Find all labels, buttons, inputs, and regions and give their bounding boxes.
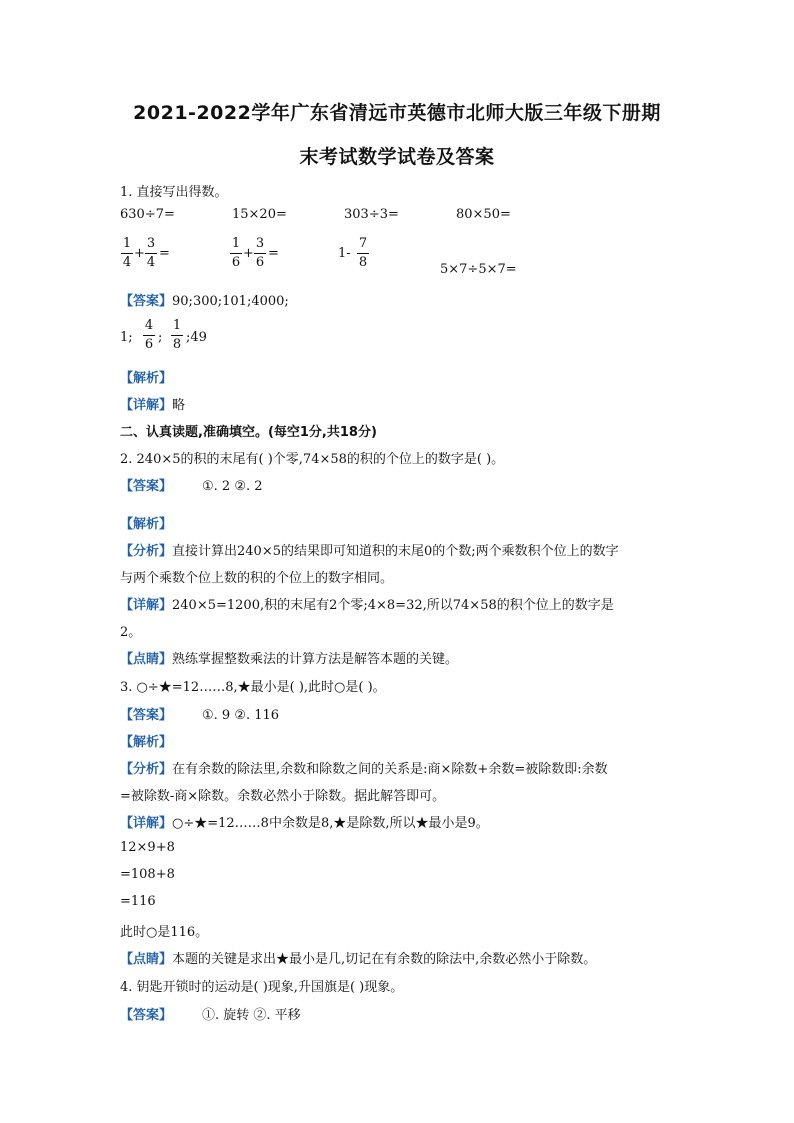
q1-expr-3: 303÷3=	[344, 207, 399, 222]
q1-frac-a-op: +	[134, 246, 145, 261]
q1-expr-2: 15×20=	[232, 207, 287, 222]
q1-expr-5: 5×7÷5×7=	[440, 262, 517, 277]
q3-calc-3: =116	[120, 894, 156, 909]
q1-frac-a2: 3 4	[146, 236, 156, 270]
q3-detail-1: 【详解】○÷★=12……8中余数是8,★是除数,所以★最小是9。	[120, 816, 489, 831]
q1-frac-b2: 3 6	[255, 236, 265, 270]
q4-text: 4. 钥匙开锁时的运动是( )现象,升国旗是( )现象。	[120, 980, 404, 995]
q2-detail-1: 【详解】240×5=1200,积的末尾有2个零;4×8=32,所以74×58的积个位上的数字是	[120, 598, 614, 613]
q1-frac-c-pre: 1-	[338, 246, 351, 261]
q1-analysis-tag: 【解析】	[120, 371, 173, 386]
q1-frac-b-eq: =	[268, 246, 279, 261]
answer-text: 90;300;101;4000;	[172, 294, 289, 309]
q3-fenxi-2: =被除数-商×除数。余数必然小于除数。据此解答即可。	[120, 789, 446, 804]
q1-detail: 【详解】略	[120, 398, 186, 413]
q1-frac-b1: 1 6	[231, 236, 241, 270]
q1-heading: 1. 直接写出得数。	[120, 185, 228, 200]
q2-text: 2. 240×5的积的末尾有( )个零,74×58的积的个位上的数字是( )。	[120, 452, 505, 467]
q4-answer: 【答案】 ①. 旋转 ②. 平移	[120, 1008, 301, 1023]
q1-frac-a-eq: =	[159, 246, 170, 261]
q3-calc-1: 12×9+8	[120, 840, 175, 855]
q1-answer2-frac1: 4 6	[144, 318, 154, 352]
q1-answer2-end: ;49	[186, 330, 207, 345]
doc-title-line1: 2021-2022学年广东省清远市英德市北师大版三年级下册期	[133, 102, 661, 124]
q1-frac-c: 7 8	[358, 236, 368, 270]
q3-fenxi-1: 【分析】在有余数的除法里,余数和除数之间的关系是:商×除数+余数=被除数即:余数	[120, 762, 608, 777]
q1-frac-b-op: +	[243, 246, 254, 261]
q1-answer	[120, 290, 289, 309]
q3-calc-2: =108+8	[120, 867, 175, 882]
q2-answer: 【答案】 ①. 2 ②. 2	[120, 479, 263, 494]
q3-calc-4: 此时○是116。	[120, 925, 209, 940]
q1-frac-a1: 1 4	[122, 236, 132, 270]
q1-expr-1: 630÷7=	[120, 207, 175, 222]
q1-expr-4: 80×50=	[456, 207, 511, 222]
q2-analysis-tag: 【解析】	[120, 517, 173, 532]
doc-title-line2: 末考试数学试卷及答案	[299, 146, 495, 168]
q3-answer: 【答案】 ①. 9 ②. 116	[120, 708, 280, 723]
q1-answer2-a: 1;	[120, 330, 133, 345]
q1-answer2-frac2: 1 8	[172, 318, 182, 352]
q2-fenxi-2: 与两个乘数个位上数的积的个位上的数字相同。	[120, 571, 394, 586]
q3-dianjing: 【点睛】本题的关键是求出★最小是几,切记在有余数的除法中,余数必然小于除数。	[120, 952, 597, 967]
q3-analysis-tag: 【解析】	[120, 735, 173, 750]
section-2-heading: 二、认真读题,准确填空。(每空1分,共18分)	[120, 425, 377, 440]
answer-tag: 【答案】	[120, 294, 173, 309]
q3-text: 3. ○÷★=12……8,★最小是( ),此时○是( )。	[120, 680, 386, 695]
q1-answer2-sep: ;	[158, 330, 163, 345]
q2-detail-2: 2。	[120, 625, 142, 640]
q2-dianjing: 【点睛】熟练掌握整数乘法的计算方法是解答本题的关键。	[120, 652, 459, 667]
q2-fenxi-1: 【分析】直接计算出240×5的结果即可知道积的末尾0的个数;两个乘数积个位上的数字	[120, 544, 619, 559]
